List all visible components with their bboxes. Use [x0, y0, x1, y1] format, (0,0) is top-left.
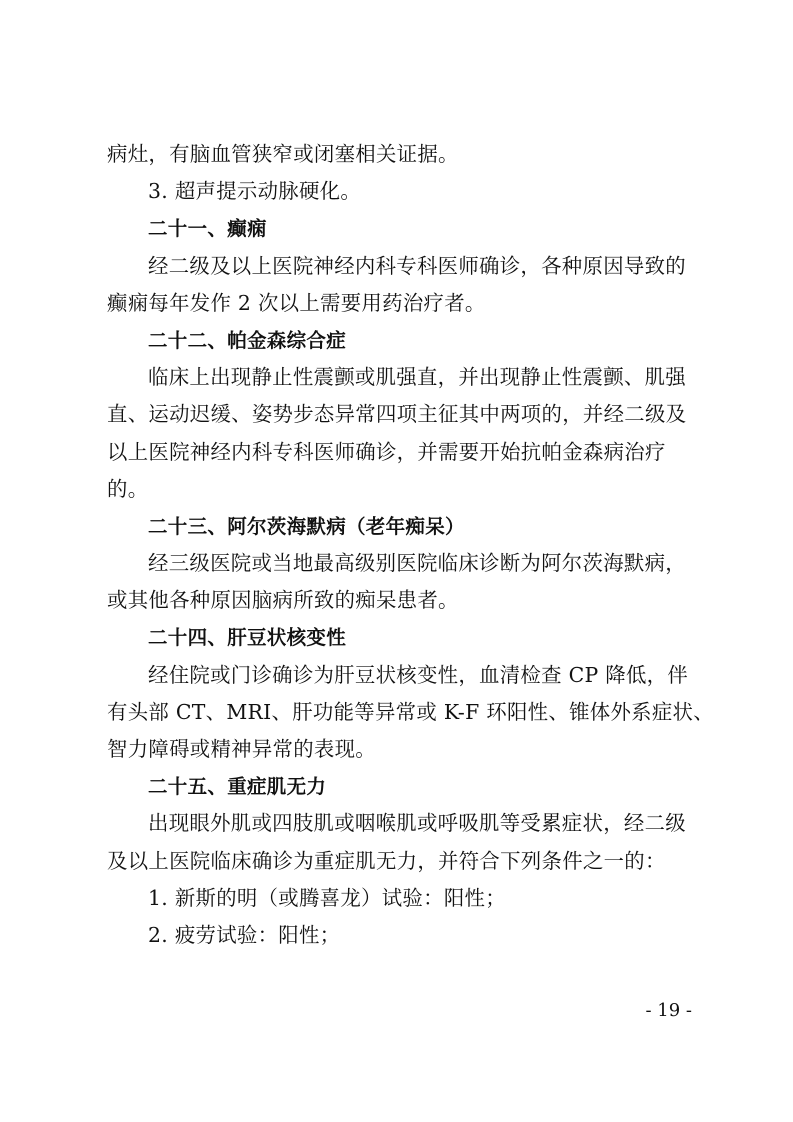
paragraph-line: 有头部 CT、MRI、肝功能等异常或 K-F 环阳性、锥体外系症状、 — [107, 699, 714, 724]
paragraph-line: 经住院或门诊确诊为肝豆状核变性，血清检查 CP 降低，伴 — [148, 662, 689, 687]
criteria-item-1: 1. 新斯的明（或腾喜龙）试验：阳性； — [148, 885, 506, 910]
section-heading-epilepsy: 二十一、癫痫 — [148, 217, 267, 241]
list-item-3: 3. 超声提示动脉硬化。 — [148, 179, 362, 204]
paragraph-line: 智力障碍或精神异常的表现。 — [107, 737, 376, 761]
paragraph-line: 经二级及以上医院神经内科专科医师确诊，各种原因导致的 — [148, 253, 686, 278]
page-number: - 19 - — [645, 1000, 692, 1021]
section-heading-wilson: 二十四、肝豆状核变性 — [148, 626, 347, 650]
paragraph-line: 的。 — [107, 476, 149, 501]
paragraph-line: 经三级医院或当地最高级别医院临床诊断为阿尔茨海默病， — [148, 551, 686, 576]
paragraph-line: 或其他各种原因脑病所致的痴呆患者。 — [107, 588, 459, 613]
continuation-line: 病灶，有脑血管狭窄或闭塞相关证据。 — [107, 142, 459, 166]
paragraph-line: 以上医院神经内科专科医师确诊，并需要开始抗帕金森病治疗 — [107, 439, 666, 464]
paragraph-line: 临床上出现静止性震颤或肌强直，并出现静止性震颤、肌强 — [148, 365, 686, 390]
section-heading-parkinson: 二十二、帕金森综合症 — [148, 328, 347, 352]
paragraph-line: 癫痫每年发作 2 次以上需要用药治疗者。 — [107, 290, 486, 315]
section-heading-myasthenia: 二十五、重症肌无力 — [148, 775, 327, 799]
section-heading-alzheimer: 二十三、阿尔茨海默病（老年痴呆） — [148, 514, 465, 538]
paragraph-line: 出现眼外肌或四肢肌或咽喉肌或呼吸肌等受累症状，经二级 — [148, 811, 686, 836]
criteria-item-2: 2. 疲劳试验：阳性； — [148, 922, 341, 947]
document-body — [107, 136, 714, 954]
paragraph-line: 及以上医院临床确诊为重症肌无力，并符合下列条件之一的： — [107, 848, 666, 873]
paragraph-line: 直、运动迟缓、姿势步态异常四项主征其中两项的，并经二级及 — [107, 402, 687, 427]
